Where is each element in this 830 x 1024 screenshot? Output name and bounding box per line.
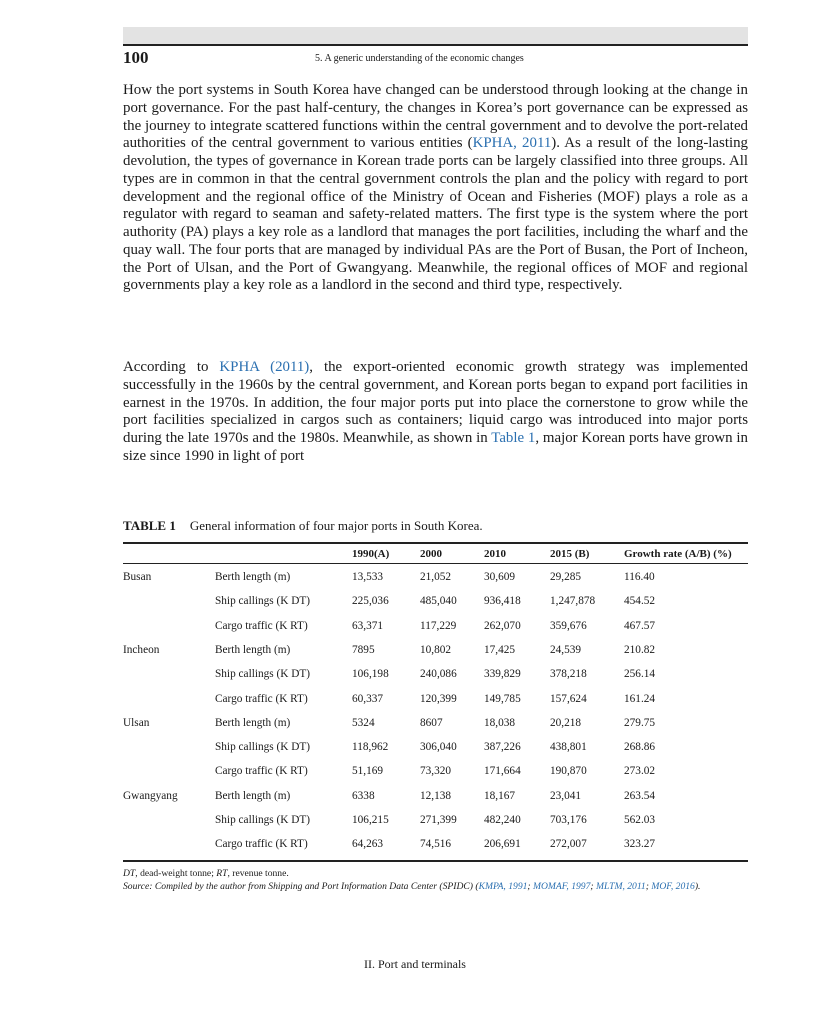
table-metric-label: Ship callings (K DT) <box>215 814 311 826</box>
table-metric-label: Berth length (m) <box>215 790 291 802</box>
table-cell-value: 454.52 <box>624 595 656 607</box>
table-metric-label: Berth length (m) <box>215 644 291 656</box>
table-header-growth: Growth rate (A/B) (%) <box>624 548 732 560</box>
table-cell-value: 225,036 <box>352 595 389 607</box>
table-metric-label: Berth length (m) <box>215 571 291 583</box>
table-port-name: Incheon <box>123 644 160 656</box>
table-cell-value: 936,418 <box>484 595 521 607</box>
table-cell-value: 268.86 <box>624 741 656 753</box>
p1-text-a: How the port systems in South Korea have changed can be understood through looking at the change in port governance. For the past half-century, the changes in Korea’s port governance can be expressed as the journey to integrate scattered functions within the central government and to devolve the port-related authorities of the central government to various entities ( <box>123 82 748 152</box>
table-caption <box>123 518 483 534</box>
table-cell-value: 6338 <box>352 790 375 802</box>
table-cell-value: 24,539 <box>550 644 582 656</box>
table-cell-value: 240,086 <box>420 668 457 680</box>
table-metric-label: Ship callings (K DT) <box>215 595 311 607</box>
table-metric-label: Cargo traffic (K RT) <box>215 838 308 850</box>
p1-text-b: ). As a result of the long-lasting devolution, the types of governance in Korean trade ports can be largely classified into three groups. All types are in common in that the central government controls the plan and the policy with regard to port development and the regional office of the Ministry of Ocean and Fisheries (MOF) plays a role as a regulator with regard to seaman and safety-related matters. The first type is the system where the port authority (PA) plays a key role as a landlord that manages the port facilities, including the wharf and the quay wall. The four ports that are managed by individual PAs are the Port of Busan, the Port of Incheon, the Port of Ulsan, and the Port of Gwangyang. Meanwhile, the regional offices of MOF and regional governments play a key role as a landlord in the second and third type, respectively. <box>123 135 748 294</box>
table-cell-value: 117,229 <box>420 620 457 632</box>
p2-text-a: According to <box>123 359 220 375</box>
table-label: TABLE 1 <box>123 518 176 533</box>
table-cell-value: 51,169 <box>352 765 384 777</box>
table-cell-value: 20,218 <box>550 717 582 729</box>
table-cell-value: 73,320 <box>420 765 452 777</box>
footer-section-title: II. Port and terminals <box>364 957 466 971</box>
table-cell-value: 467.57 <box>624 620 656 632</box>
table-cell-value: 256.14 <box>624 668 656 680</box>
table-cell-value: 263.54 <box>624 790 656 802</box>
p2-text-c: , major Korean ports have grown in size since 1990 in light of port <box>123 430 748 464</box>
table-cell-value: 1,247,878 <box>550 595 596 607</box>
table-metric-label: Cargo traffic (K RT) <box>215 765 308 777</box>
table-cell-value: 29,285 <box>550 571 582 583</box>
table-cell-value: 23,041 <box>550 790 582 802</box>
table-cell-value: 21,052 <box>420 571 452 583</box>
table-cell-value: 18,167 <box>484 790 516 802</box>
table-header-2000: 2000 <box>420 548 442 560</box>
table-cell-value: 190,870 <box>550 765 587 777</box>
table-cell-value: 30,609 <box>484 571 516 583</box>
table-header-2015: 2015 (B) <box>550 548 590 560</box>
table-cell-value: 12,138 <box>420 790 452 802</box>
table-cell-value: 378,218 <box>550 668 587 680</box>
table-cell-value: 339,829 <box>484 668 521 680</box>
note-rt-abbr: RT <box>216 868 228 879</box>
table-cell-value: 149,785 <box>484 693 521 705</box>
table-cell-value: 323.27 <box>624 838 656 850</box>
table-cell-value: 60,337 <box>352 693 384 705</box>
table-cell-value: 13,533 <box>352 571 384 583</box>
table-cell-value: 74,516 <box>420 838 452 850</box>
table-cell-value: 206,691 <box>484 838 521 850</box>
header-rule <box>123 44 748 46</box>
table-cell-value: 63,371 <box>352 620 384 632</box>
table-cell-value: 306,040 <box>420 741 457 753</box>
table-cell-value: 272,007 <box>550 838 587 850</box>
table-cell-value: 703,176 <box>550 814 587 826</box>
table-metric-label: Cargo traffic (K RT) <box>215 620 308 632</box>
table-caption-text: General information of four major ports in South Korea. <box>189 518 483 533</box>
table-cell-value: 271,399 <box>420 814 457 826</box>
table-note-abbrev <box>123 867 748 880</box>
header-bar <box>123 27 748 44</box>
table-cell-value: 438,801 <box>550 741 587 753</box>
table-cell-value: 482,240 <box>484 814 521 826</box>
source-suffix: ). <box>694 881 701 892</box>
table-port-name: Gwangyang <box>123 790 178 802</box>
table-cell-value: 17,425 <box>484 644 516 656</box>
p2-text-b: , the export-oriented economic growth strategy was implemented successfully in the 1960s by the central government, and Korean ports began to expand port facilities in earnest in the 1970s. In addition, the four major ports put into place the cornerstone to grow while the port facilities specialized in cargos such as containers; liquid cargo was introduced into major ports during the late 1970s and the 1980s. Meanwhile, as shown in <box>123 359 748 446</box>
table-cell-value: 279.75 <box>624 717 656 729</box>
table-cell-value: 273.02 <box>624 765 656 777</box>
table-rule-header <box>123 563 748 564</box>
note-rt-def: , revenue tonne. <box>227 868 289 879</box>
note-dt-def: , dead-weight tonne; <box>135 868 217 879</box>
table-cell-value: 161.24 <box>624 693 656 705</box>
table-cell-value: 106,215 <box>352 814 389 826</box>
table-cell-value: 5324 <box>352 717 375 729</box>
table-cell-value: 8607 <box>420 717 443 729</box>
table-cell-value: 116.40 <box>624 571 655 583</box>
table-rule-top <box>123 542 748 544</box>
source-prefix: Source: Compiled by the author from Shipping and Port Information Data Center (SPIDC) ( <box>123 881 479 892</box>
note-dt-abbr: DT <box>123 868 136 879</box>
table-rule-bottom <box>123 860 748 862</box>
table-cell-value: 387,226 <box>484 741 521 753</box>
table-cell-value: 10,802 <box>420 644 452 656</box>
table-port-name: Ulsan <box>123 717 150 729</box>
citation-link-kpha-2011-b[interactable]: KPHA (2011) <box>219 359 310 375</box>
source-ref-mof-2016[interactable]: MOF, 2016 <box>651 881 695 892</box>
table-1-link[interactable]: Table 1 <box>491 430 536 446</box>
running-head: 5. A generic understanding of the economic changes <box>315 53 524 64</box>
table-cell-value: 485,040 <box>420 595 457 607</box>
table-port-name: Busan <box>123 571 152 583</box>
table-cell-value: 562.03 <box>624 814 656 826</box>
table-cell-value: 18,038 <box>484 717 516 729</box>
table-metric-label: Ship callings (K DT) <box>215 668 311 680</box>
page-number: 100 <box>123 48 149 67</box>
table-cell-value: 64,263 <box>352 838 384 850</box>
table-metric-label: Ship callings (K DT) <box>215 741 311 753</box>
table-metric-label: Cargo traffic (K RT) <box>215 693 308 705</box>
table-header-1990: 1990(A) <box>352 548 390 560</box>
paragraph-2 <box>123 359 748 466</box>
table-cell-value: 210.82 <box>624 644 656 656</box>
table-cell-value: 7895 <box>352 644 375 656</box>
table-cell-value: 262,070 <box>484 620 521 632</box>
table-cell-value: 359,676 <box>550 620 587 632</box>
table-source-note: Source: Compiled by the author from Shipping and Port Information Data Center (SPIDC) (KMPA, 1991; MOMAF, 1997; MLTM, 2011; MOF, 2016). <box>123 881 701 892</box>
table-cell-value: 118,962 <box>352 741 389 753</box>
paragraph-1 <box>123 82 748 295</box>
source-ref-kmpa-1991[interactable]: KMPA, 1991 <box>478 881 528 892</box>
source-ref-mltm-2011[interactable]: MLTM, 2011 <box>596 881 646 892</box>
table-metric-label: Berth length (m) <box>215 717 291 729</box>
table-header-2010: 2010 <box>484 548 506 560</box>
citation-link-kpha-2011[interactable]: KPHA, 2011 <box>472 135 552 152</box>
table-cell-value: 106,198 <box>352 668 389 680</box>
table-cell-value: 157,624 <box>550 693 587 705</box>
source-ref-momaf-1997[interactable]: MOMAF, 1997 <box>533 881 591 892</box>
table-cell-value: 120,399 <box>420 693 457 705</box>
table-cell-value: 171,664 <box>484 765 521 777</box>
